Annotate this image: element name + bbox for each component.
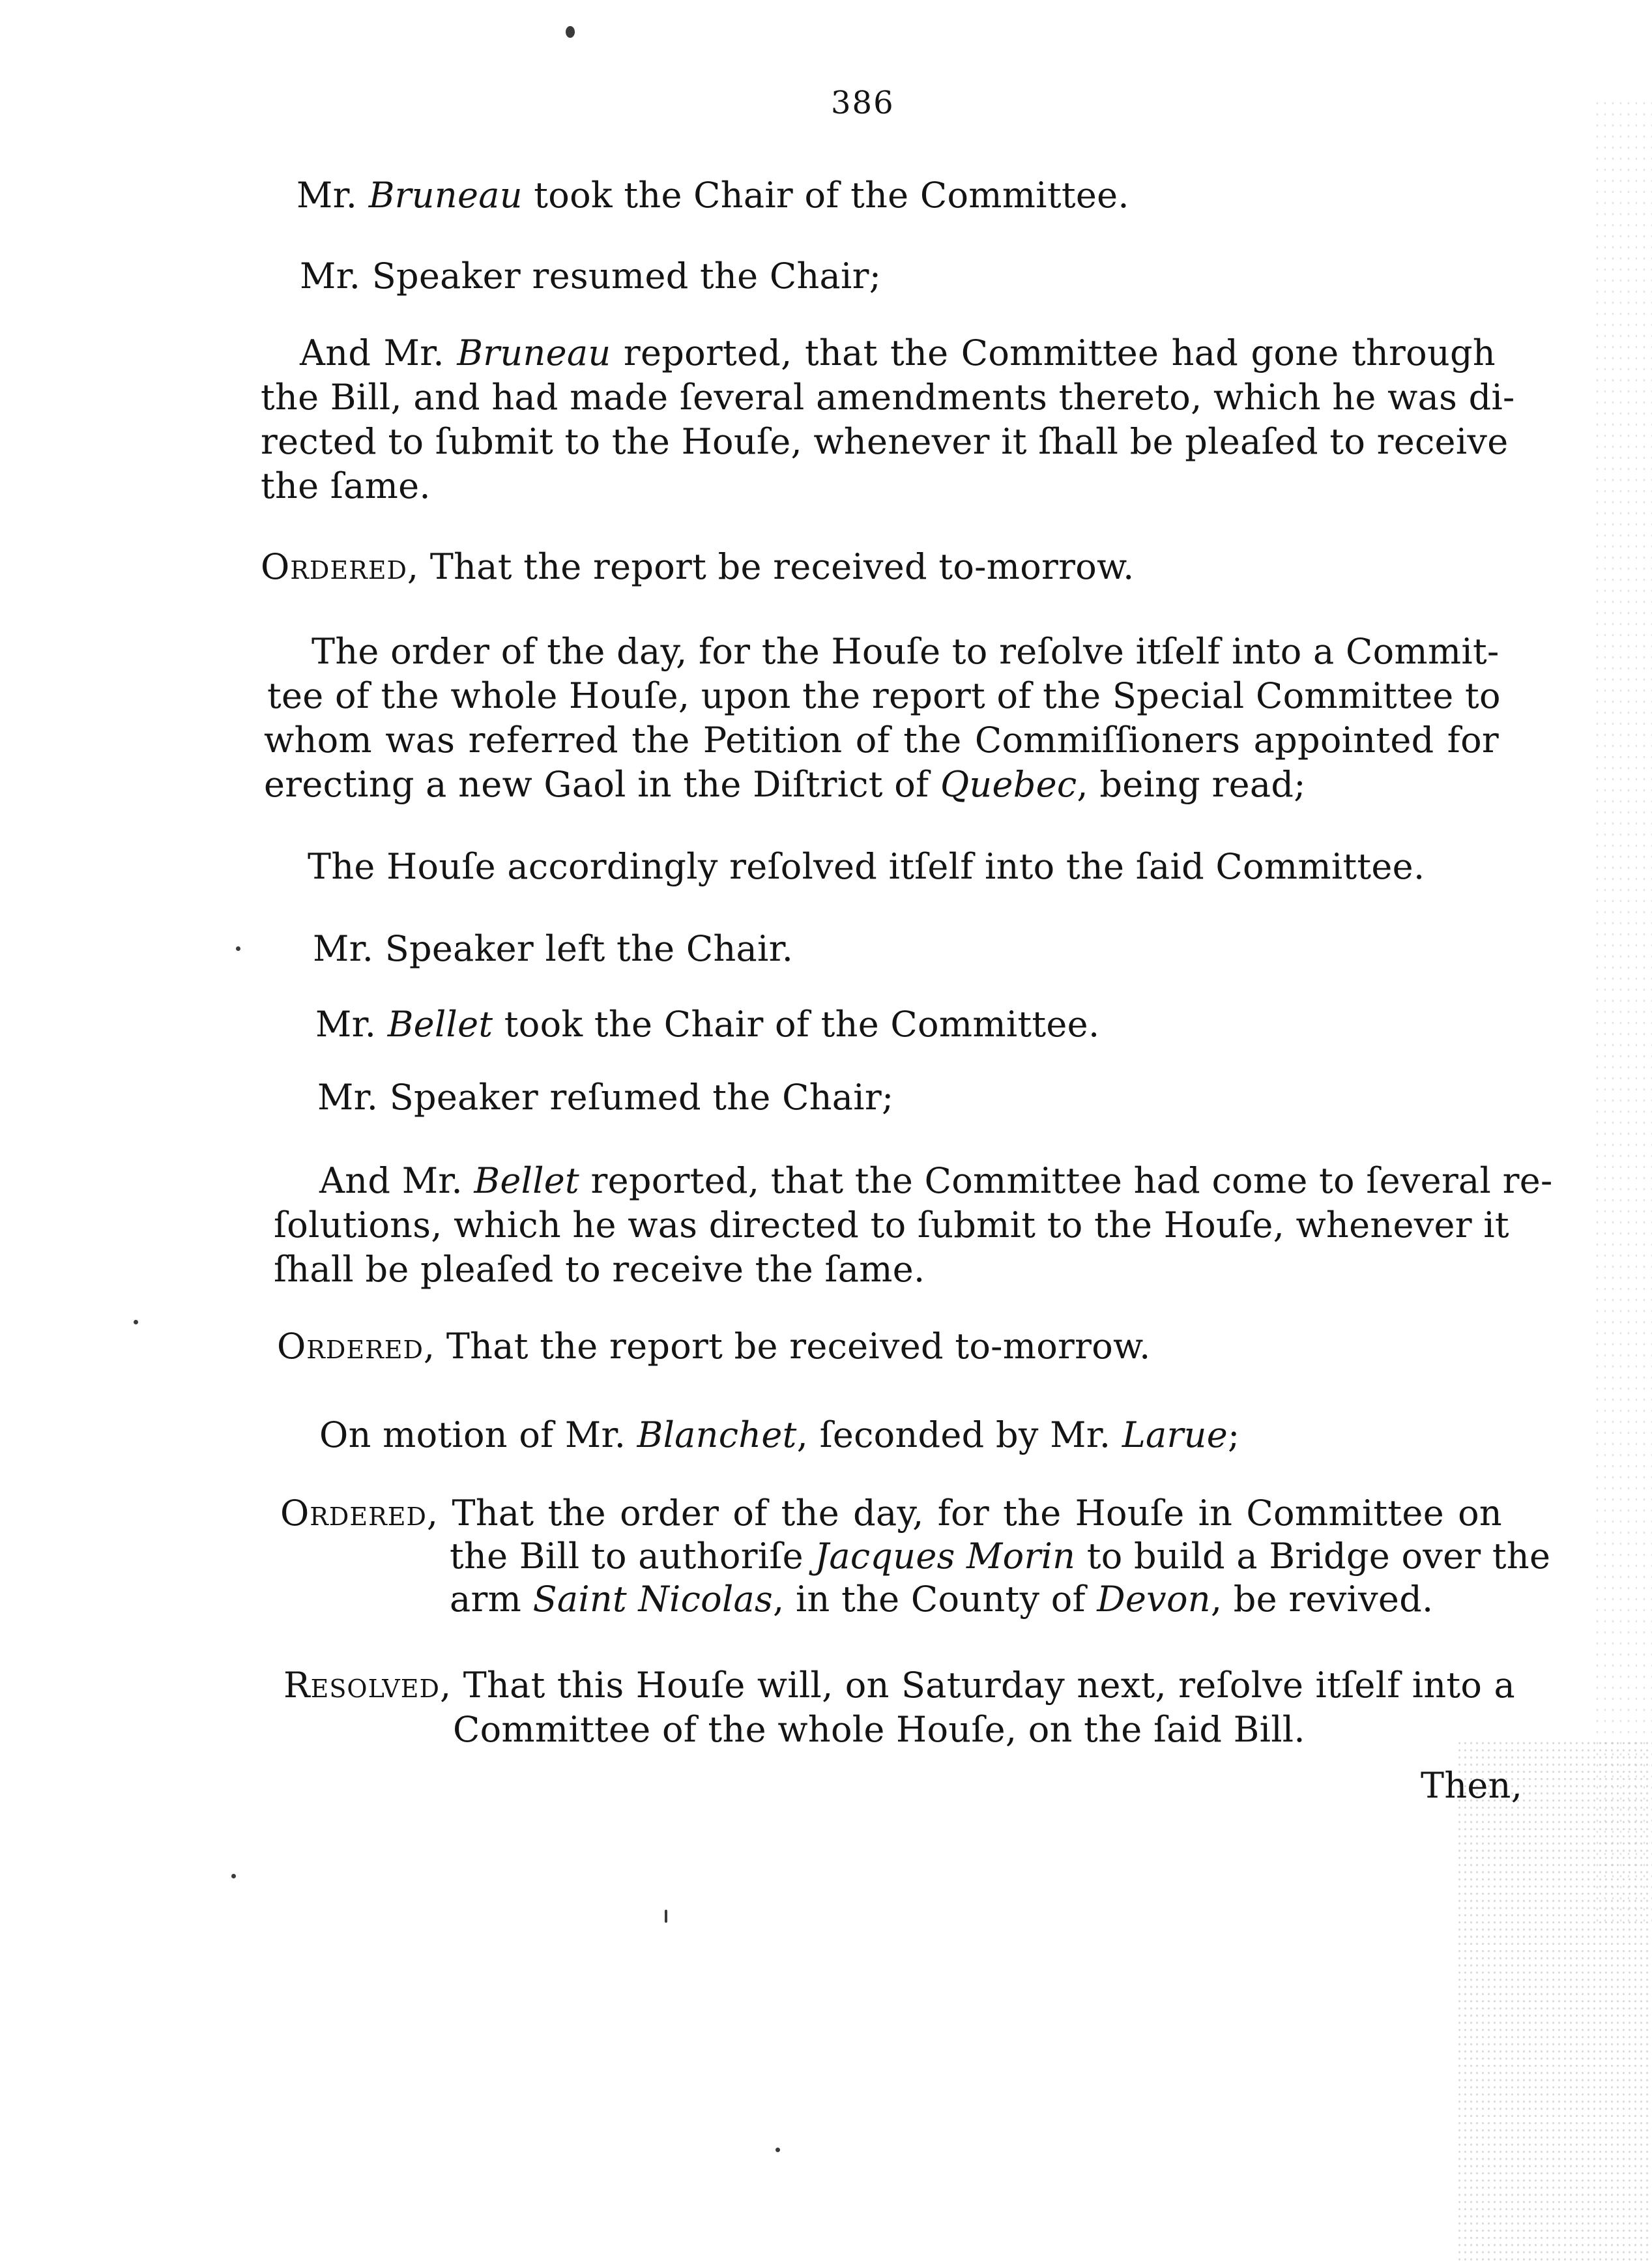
text-line: rected to ſubmit to the Houſe, whenever it ſhall be pleaſed to receive bbox=[261, 421, 1509, 462]
text-line: Mr. Bellet took the Chair of the Committee. bbox=[315, 1004, 1100, 1045]
text-line: Ordered, That the report be received to-morrow. bbox=[261, 546, 1135, 587]
catchword: Then, bbox=[1421, 1765, 1523, 1806]
text-line: Mr. Speaker resumed the Chair; bbox=[300, 255, 882, 297]
page-number: 386 bbox=[831, 85, 895, 121]
text-line: Ordered, That the report be received to-morrow. bbox=[277, 1326, 1151, 1367]
text-line: And Mr. Bruneau reported, that the Committee had gone through bbox=[300, 332, 1496, 373]
ink-speck bbox=[236, 946, 240, 951]
text-line: Resolved, That this Houſe will, on Saturday next, reſolve itſelf into a bbox=[283, 1665, 1515, 1706]
text-line: Mr. Speaker left the Chair. bbox=[313, 928, 794, 969]
text-line: The Houſe accordingly reſolved itſelf into the ſaid Committee. bbox=[308, 846, 1425, 887]
ink-speck bbox=[134, 1320, 138, 1324]
ink-speck bbox=[566, 26, 575, 38]
text-line: tee of the whole Houſe, upon the report of the Special Committee to bbox=[267, 675, 1501, 716]
text-line: ſolutions, which he was directed to ſubmit to the Houſe, whenever it bbox=[274, 1204, 1509, 1246]
text-line: Mr. Speaker reſumed the Chair; bbox=[317, 1077, 894, 1118]
text-line: whom was referred the Petition of the Commiſſioners appointed for bbox=[264, 720, 1499, 761]
text-line: The order of the day, for the Houſe to reſolve itſelf into a Commit- bbox=[312, 631, 1500, 672]
text-line: arm Saint Nicolas, in the County of Devon, be revived. bbox=[450, 1579, 1434, 1620]
text-line: the Bill to authoriſe Jacques Morin to build a Bridge over the bbox=[450, 1536, 1551, 1577]
ink-speck bbox=[775, 2148, 780, 2152]
text-line: And Mr. Bellet reported, that the Committee had come to ſeveral re- bbox=[319, 1160, 1553, 1201]
show-through-corner bbox=[1456, 1740, 1652, 2261]
text-line: the ſame. bbox=[261, 465, 431, 506]
text-line: Mr. Bruneau took the Chair of the Committee. bbox=[297, 175, 1129, 216]
text-line: erecting a new Gaol in the Diſtrict of Quebec, being read; bbox=[264, 764, 1306, 805]
ink-speck bbox=[665, 1910, 667, 1923]
text-line: On motion of Mr. Blanchet, ſeconded by Mr. Larue; bbox=[319, 1414, 1240, 1455]
text-line: the Bill, and had made ſeveral amendments thereto, which he was di- bbox=[261, 377, 1515, 418]
show-through-right-edge bbox=[1593, 98, 1652, 1923]
ink-speck bbox=[231, 1874, 236, 1878]
text-line: ſhall be pleaſed to receive the ſame. bbox=[274, 1249, 925, 1290]
text-line: Committee of the whole Houſe, on the ſaid Bill. bbox=[453, 1709, 1305, 1750]
text-line: Ordered, That the order of the day, for the Houſe in Committee on bbox=[280, 1493, 1502, 1534]
